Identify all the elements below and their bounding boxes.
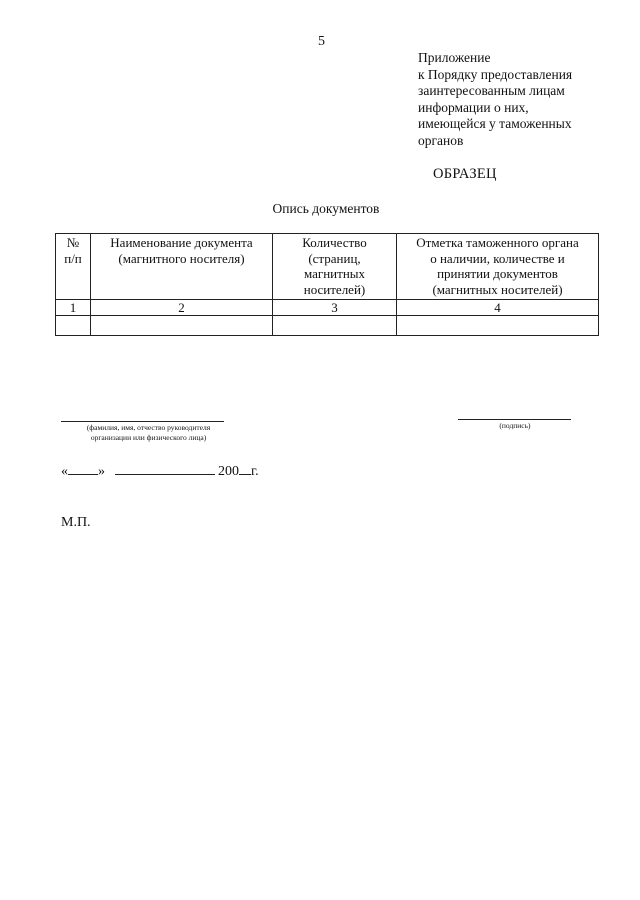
table-header-row — [56, 234, 599, 300]
column-number-row — [56, 300, 599, 316]
signature-caption: (подпись) — [499, 421, 531, 430]
signature-line — [458, 419, 571, 420]
appendix-block — [418, 50, 628, 149]
header-document-name: Наименование документа (магнитного носителя) — [91, 234, 273, 300]
column-number: 4 — [397, 300, 599, 316]
header-quantity: Количество (страниц, магнитных носителей) — [273, 234, 397, 300]
column-number: 1 — [56, 300, 91, 316]
column-number: 2 — [91, 300, 273, 316]
appendix-line: информации о них, — [418, 99, 529, 115]
table-cell — [273, 316, 397, 336]
table-cell — [397, 316, 599, 336]
date-close-quote: » — [98, 464, 105, 479]
appendix-line: имеющейся у таможенных — [418, 116, 572, 131]
column-number: 3 — [273, 300, 397, 316]
sample-label: ОБРАЗЕЦ — [433, 166, 497, 182]
header-number: № п/п — [56, 234, 91, 300]
month-blank — [115, 462, 215, 475]
inventory-table — [55, 233, 599, 336]
name-signature-line — [61, 421, 224, 422]
page-number: 5 — [318, 34, 325, 49]
document-title: Опись документов — [272, 201, 380, 216]
table-cell — [91, 316, 273, 336]
date-field — [61, 462, 259, 480]
appendix-line: к Порядку предоставления — [418, 66, 573, 82]
stamp-label: М.П. — [61, 515, 91, 530]
day-blank — [68, 462, 98, 475]
name-caption: (фамилия, имя, отчество руководителя организации или физического лица) — [86, 423, 211, 442]
date-open-quote: « — [61, 464, 68, 479]
year-blank — [239, 462, 251, 475]
appendix-line: Приложение — [418, 50, 491, 65]
appendix-line: заинтересованным лицам — [418, 83, 565, 98]
table-cell — [56, 316, 91, 336]
year-suffix: г. — [251, 464, 259, 479]
header-customs-mark: Отметка таможенного органа о наличии, количестве и принятии документов (магнитных носителей) — [397, 234, 599, 300]
table-row — [56, 316, 599, 336]
appendix-line: органов — [418, 132, 464, 148]
year-prefix: 200 — [218, 464, 239, 479]
